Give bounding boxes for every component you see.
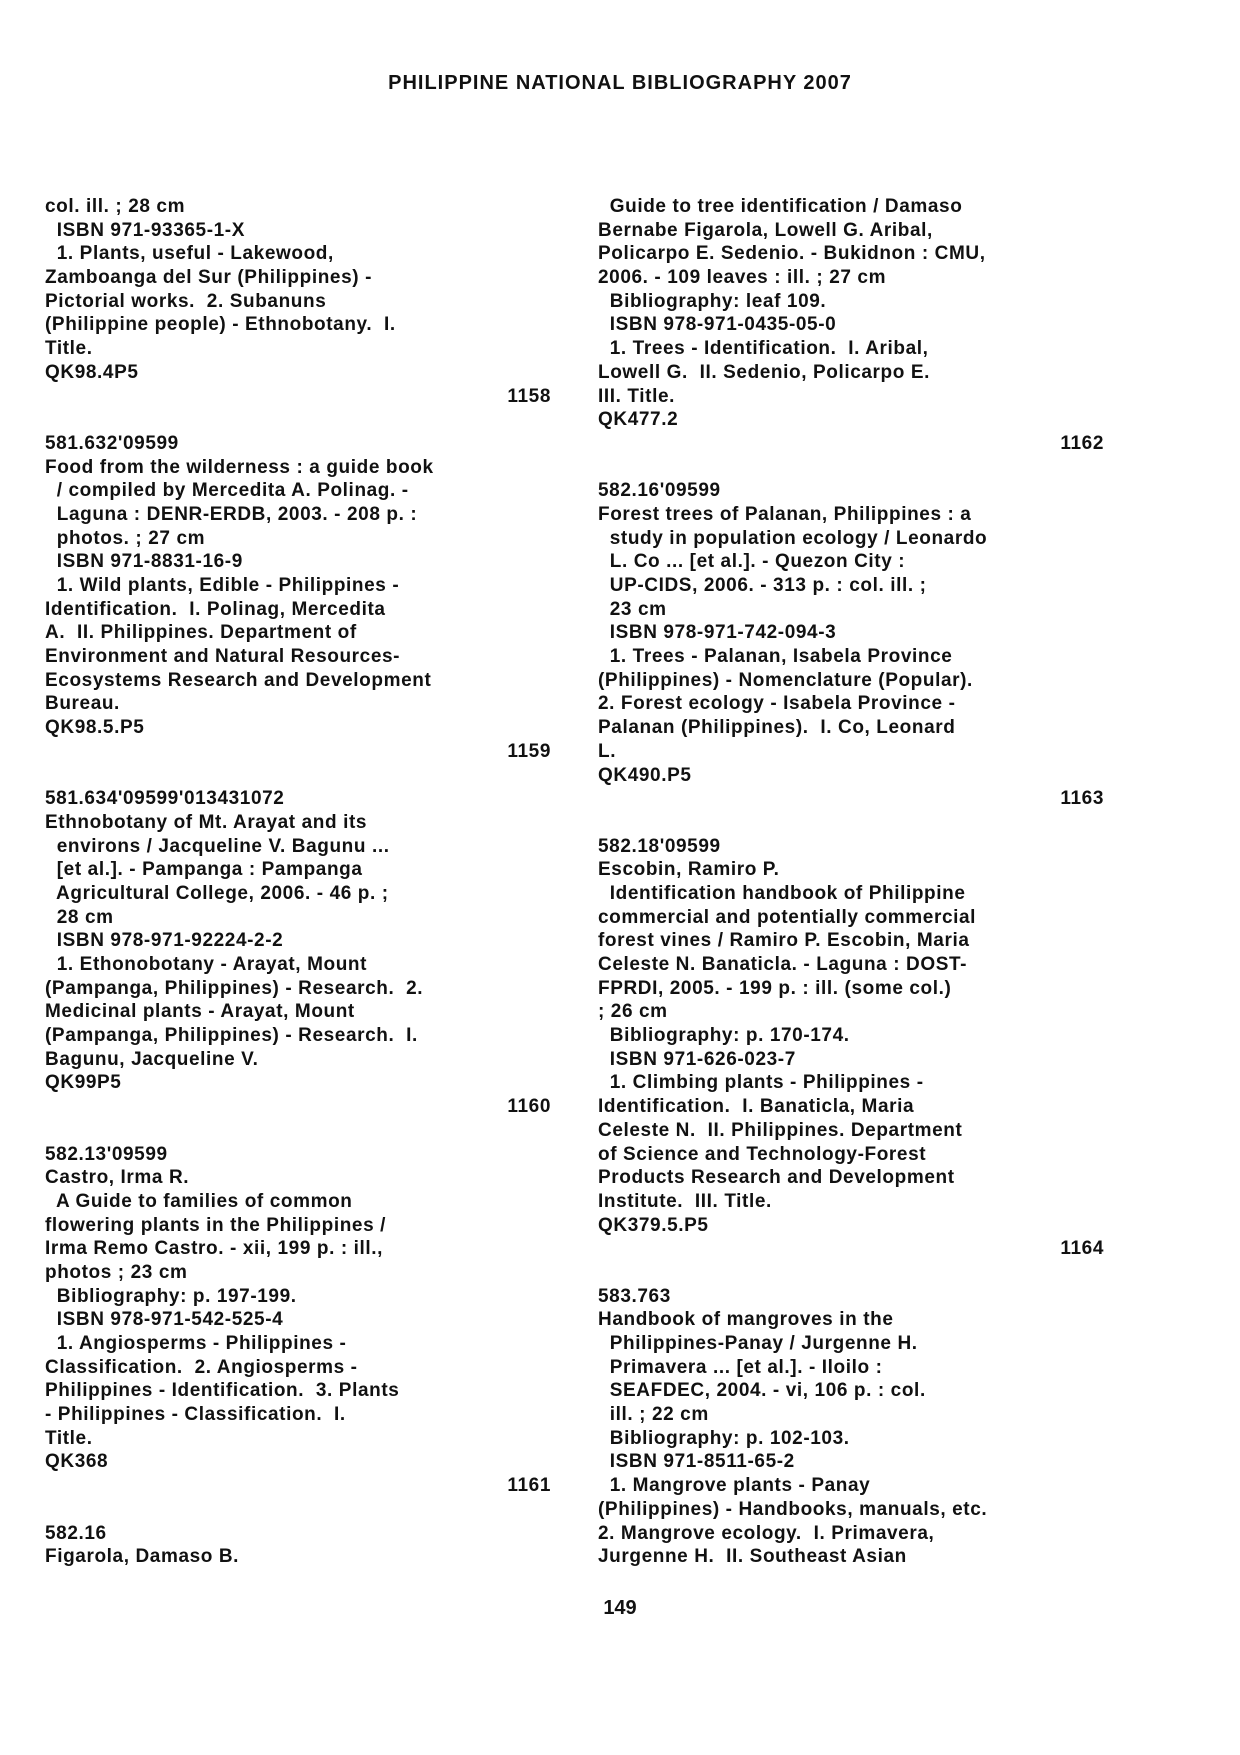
entry-line: Pictorial works. 2. Subanuns [45,290,327,312]
entry-line: (Philippines) - Nomenclature (Popular). [598,669,973,691]
entry-line: 2. Mangrove ecology. I. Primavera, [598,1522,935,1544]
entry-line: QK477.2 [598,409,679,431]
entry-line: Ecosystems Research and Development [45,669,432,691]
entry-line: QK379.5.P5 [598,1214,709,1236]
entry-line: Title. [45,1427,93,1449]
entry-line: ISBN 978-971-742-094-3 [598,622,837,644]
entry-line: ISBN 971-93365-1-X [45,219,245,241]
entry-line: Bibliography: p. 102-103. [598,1427,850,1449]
blank-line [45,1498,555,1522]
entry-line: Laguna : DENR-ERDB, 2003. - 208 p. : [45,503,418,525]
entry-line: Forest trees of Palanan, Philippines : a [598,503,972,525]
entry-line: Medicinal plants - Arayat, Mount [45,1001,355,1023]
entry-line: of Science and Technology-Forest [598,1143,927,1165]
entry-line: Products Research and Development [598,1167,955,1189]
entry-line: QK490.P5 [598,764,692,786]
entry-line: 582.18'09599 [598,835,721,857]
entry-line: Guide to tree identification / Damaso [598,196,963,217]
blank-line [598,1261,1108,1285]
entry-line: commercial and potentially commercial [598,906,977,928]
entry-line: 28 cm [45,906,114,928]
entry-line: 1. Trees - Palanan, Isabela Province [598,646,953,668]
blank-line [45,764,555,788]
entry-line: ISBN 978-971-542-525-4 [45,1309,284,1331]
right-column [598,195,1108,1569]
entry-line: 1. Wild plants, Edible - Philippines - [45,575,400,596]
entry-line: Policarpo E. Sedenio. - Bukidnon : CMU, [598,243,986,265]
entry-line: 1. Plants, useful - Lakewood, [45,243,334,265]
entry-line: 1. Angiosperms - Philippines - [45,1333,347,1354]
entry-line: L. Co ... [et al.]. - Quezon City : [598,551,906,573]
entry-line: (Philippine people) - Ethnobotany. I. [45,314,396,336]
entry-line: FPRDI, 2005. - 199 p. : ill. (some col.) [598,977,952,999]
entry-number: 1159 [507,740,551,762]
page-header: PHILIPPINE NATIONAL BIBLIOGRAPHY 2007 [388,72,852,94]
entry-line: Handbook of mangroves in the [598,1309,894,1331]
blank-line [598,456,1108,480]
entry-line: Ethnobotany of Mt. Arayat and its [45,811,368,833]
entry-line: 1. Climbing plants - Philippines - [598,1072,924,1094]
entry-line: Identification. I. Banaticla, Maria [598,1096,915,1118]
entry-line: Celeste N. II. Philippines. Department [598,1119,963,1141]
entry-line: Bibliography: leaf 109. [598,290,827,312]
entry-line: ill. ; 22 cm [598,1404,709,1426]
entry-line: Zamboanga del Sur (Philippines) - [45,267,372,289]
entry-line: ISBN 978-971-92224-2-2 [45,930,284,952]
entry-line: Agricultural College, 2006. - 46 p. ; [45,882,389,904]
entry-line: Institute. III. Title. [598,1190,772,1212]
entry-line: 2006. - 109 leaves : ill. ; 27 cm [598,267,887,289]
entry-line: Bibliography: p. 197-199. [45,1285,297,1307]
entry-line: forest vines / Ramiro P. Escobin, Maria [598,930,970,952]
entry-line: Classification. 2. Angiosperms - [45,1356,358,1378]
entry-line: (Pampanga, Philippines) - Research. I. [45,1025,418,1047]
entry-line: environs / Jacqueline V. Bagunu ... [45,835,390,857]
entry-line: QK99P5 [45,1072,122,1094]
entry-line: Identification handbook of Philippine [598,882,966,904]
entry-line: Figarola, Damaso B. [45,1546,240,1568]
entry-line: col. ill. ; 28 cm [45,196,186,217]
blank-line [598,811,1108,835]
entry-line: L. [598,740,617,762]
entry-line: 1. Trees - Identification. I. Aribal, [598,338,929,360]
entry-line: ISBN 978-971-0435-05-0 [598,314,837,336]
entry-line: ISBN 971-8831-16-9 [45,551,243,573]
blank-line [45,1119,555,1143]
entry-line: Philippines - Identification. 3. Plants [45,1380,400,1402]
entry-line: Philippines-Panay / Jurgenne H. [598,1333,918,1354]
entry-line: SEAFDEC, 2004. - vi, 106 p. : col. [598,1380,926,1402]
entry-line: UP-CIDS, 2006. - 313 p. : col. ill. ; [598,575,927,596]
entry-line: study in population ecology / Leonardo [598,527,988,549]
left-column [45,195,555,1569]
entry-line: Title. [45,338,93,360]
entry-line: Bagunu, Jacqueline V. [45,1048,259,1070]
entry-line: / compiled by Mercedita A. Polinag. - [45,480,409,502]
entry-line: Primavera ... [et al.]. - Iloilo : [598,1356,883,1378]
entry-line: ISBN 971-626-023-7 [598,1048,796,1070]
entry-line: Bureau. [45,693,120,715]
entry-line: QK98.5.P5 [45,717,145,739]
entry-line: QK98.4P5 [45,361,139,383]
entry-line: photos. ; 27 cm [45,527,206,549]
entry-line: 581.632'09599 [45,432,179,454]
entry-line: Bibliography: p. 170-174. [598,1025,850,1047]
entry-line: A. II. Philippines. Department of [45,622,357,644]
entry-line: 583.763 [598,1285,671,1307]
entry-line: QK368 [45,1451,109,1473]
entry-line: [et al.]. - Pampanga : Pampanga [45,859,363,881]
entry-line: (Philippines) - Handbooks, manuals, etc. [598,1498,988,1520]
entry-line: 1. Mangrove plants - Panay [598,1475,871,1497]
entry-line: Palanan (Philippines). I. Co, Leonard [598,717,956,739]
entry-line: Lowell G. II. Sedenio, Policarpo E. [598,361,930,383]
entry-line: 581.634'09599'013431072 [45,788,285,810]
entry-line: flowering plants in the Philippines / [45,1214,386,1236]
entry-line: 582.13'09599 [45,1143,168,1165]
entry-line: (Pampanga, Philippines) - Research. 2. [45,977,424,999]
entry-line: 582.16 [45,1522,107,1544]
entry-line: Food from the wilderness : a guide book [45,456,434,478]
entry-line: 2. Forest ecology - Isabela Province - [598,693,956,715]
entry-number: 1160 [507,1096,551,1118]
entry-line: photos ; 23 cm [45,1261,188,1283]
entry-line: Celeste N. Banaticla. - Laguna : DOST- [598,954,968,975]
entry-line: A Guide to families of common [45,1190,353,1212]
entry-line: - Philippines - Classification. I. [45,1404,346,1426]
entry-number: 1163 [1060,788,1104,810]
entry-number: 1158 [507,385,551,407]
entry-line: 1. Ethonobotany - Arayat, Mount [45,954,368,975]
entry-line: Environment and Natural Resources- [45,646,401,668]
entry-line: 582.16'09599 [598,480,721,502]
entry-line: ; 26 cm [598,1001,668,1023]
entry-number: 1162 [1060,432,1104,454]
entry-line: 23 cm [598,598,667,620]
entry-line: Jurgenne H. II. Southeast Asian [598,1546,907,1568]
entry-number: 1161 [507,1475,551,1497]
page-number: 149 [603,1597,637,1619]
entry-line: Identification. I. Polinag, Mercedita [45,598,386,620]
entry-line: Bernabe Figarola, Lowell G. Aribal, [598,219,933,241]
entry-line: Irma Remo Castro. - xii, 199 p. : ill., [45,1238,384,1260]
entry-line: Castro, Irma R. [45,1167,190,1189]
entry-line: Escobin, Ramiro P. [598,859,780,881]
entry-number: 1164 [1060,1238,1104,1260]
blank-line [45,408,555,432]
entry-line: III. Title. [598,385,675,407]
entry-line: ISBN 971-8511-65-2 [598,1451,795,1473]
